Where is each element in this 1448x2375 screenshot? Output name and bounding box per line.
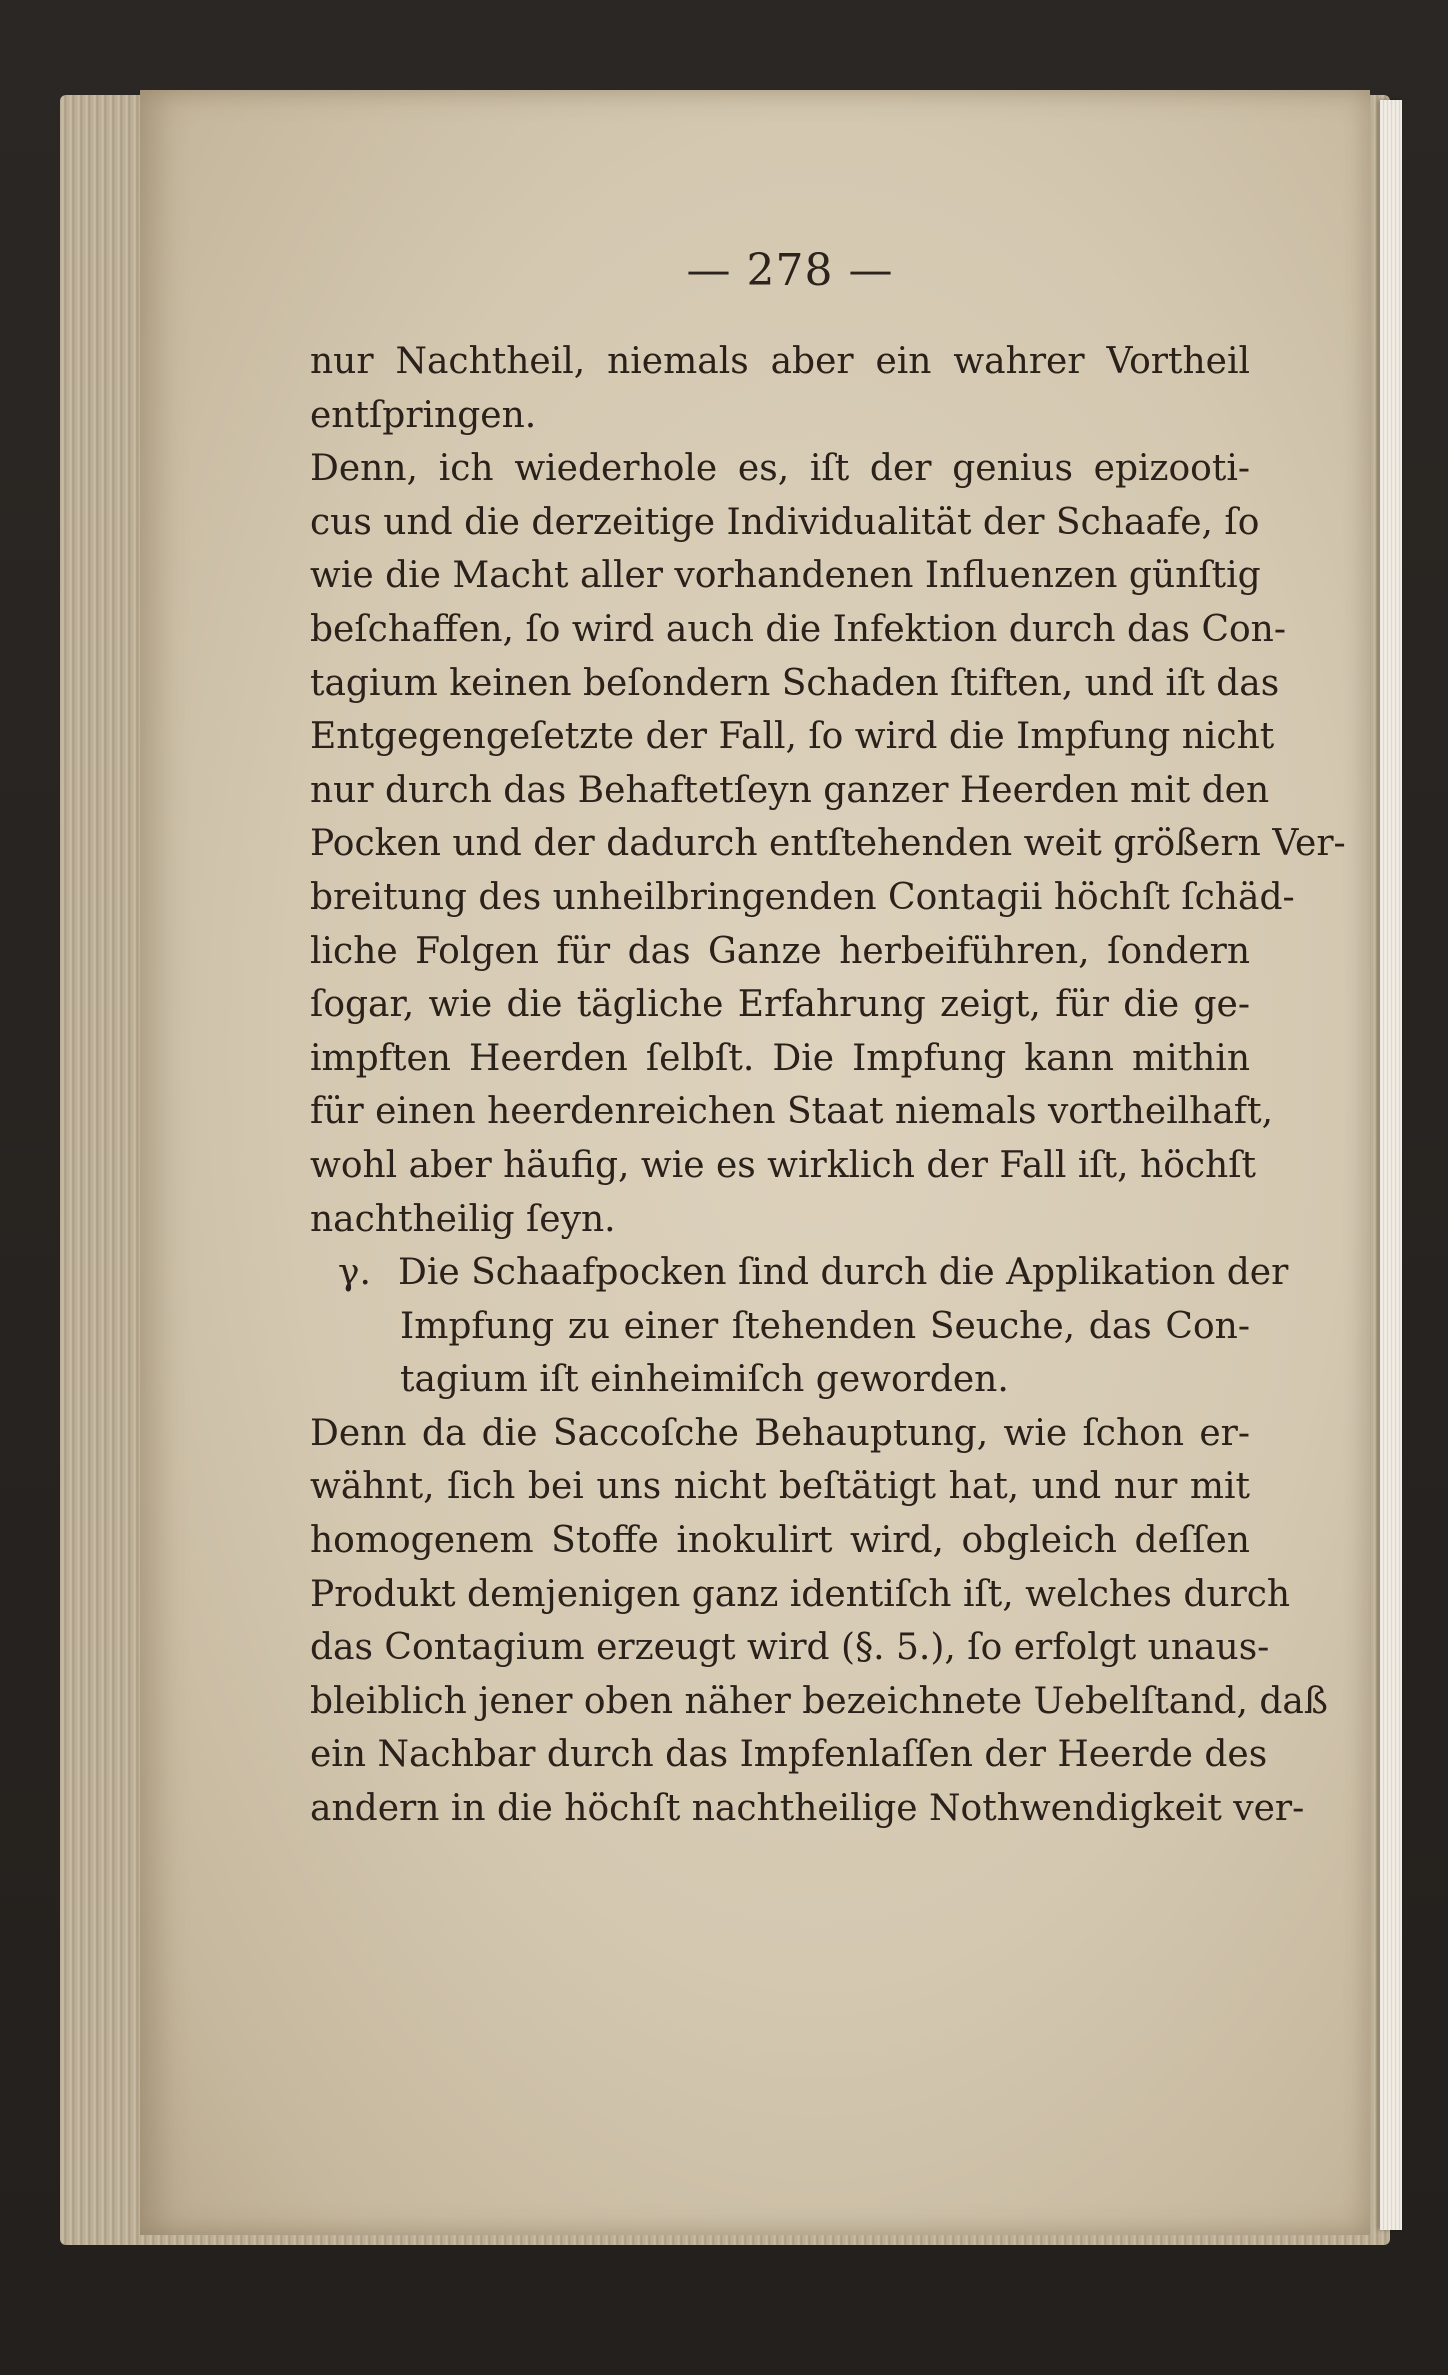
text-line: cus und die derzeitige Individualität der Schaafe, ſo [310, 501, 1260, 543]
text-line: Denn da die Saccoſche Behauptung, wie ſchon er- [310, 1412, 1250, 1454]
item-line [310, 1246, 1289, 1300]
text-line: homogenem Stoffe inokulirt wird, obgleich deſſen [310, 1520, 1250, 1562]
body-text [310, 335, 1346, 1836]
text-line: Produkt demjenigen ganz identiſch iſt, welches durch [310, 1573, 1291, 1615]
text-line: wie die Macht aller vorhandenen Influenzen günſtig [310, 555, 1261, 597]
text-line: das Contagium erzeugt wird (§. 5.), ſo erfolgt unaus- [310, 1627, 1270, 1669]
item-marker: γ. [338, 1252, 371, 1294]
text-line: beſchaffen, ſo wird auch die Infektion durch das Con- [310, 608, 1287, 650]
text-line: Pocken und der dadurch entſtehenden weit größern Ver- [310, 823, 1346, 865]
text-line: ein Nachbar durch das Impfenlaſſen der Heerde des [310, 1734, 1268, 1776]
text-line: tagium keinen beſondern Schaden ſtiften, und iſt das [310, 662, 1280, 704]
text-line: nachtheilig ſeyn. [310, 1198, 616, 1240]
text-line: bleiblich jener oben näher bezeichnete Uebelſtand, daß [310, 1680, 1328, 1722]
item-text: Die Schaafpocken ſind durch die Applikation der [398, 1252, 1289, 1294]
text-line: andern in die höchſt nachtheilige Nothwendigkeit ver- [310, 1788, 1305, 1830]
text-line: Entgegengeſetzte der Fall, ſo wird die Impfung nicht [310, 716, 1275, 758]
text-line: wohl aber häufig, wie es wirklich der Fall iſt, höchſt [310, 1144, 1257, 1186]
text-line: entſpringen. [310, 394, 537, 436]
text-line: Denn, ich wiederhole es, iſt der genius epizooti- [310, 448, 1250, 490]
text-line: impften Heerden ſelbſt. Die Impfung kann mithin [310, 1037, 1250, 1079]
page-edge [1380, 100, 1402, 2230]
item-line: tagium iſt einheimiſch geworden. [400, 1359, 1009, 1401]
text-line: wähnt, ſich bei uns nicht beſtätigt hat, und nur mit [310, 1466, 1250, 1508]
text-line: ſogar, wie die tägliche Erfahrung zeigt, für die ge- [310, 984, 1250, 1026]
text-line: nur Nachtheil, niemals aber ein wahrer Vortheil [310, 341, 1250, 382]
item-line: Impfung zu einer ſtehenden Seuche, das Con- [400, 1305, 1250, 1347]
text-line: liche Folgen für das Ganze herbeiführen, ſondern [310, 930, 1250, 972]
text-line: nur durch das Behaftetſeyn ganzer Heerden mit den [310, 769, 1270, 811]
page-number: — 278 — [686, 245, 894, 296]
text-line: für einen heerdenreichen Staat niemals vortheilhaft, [310, 1091, 1274, 1133]
text-line: breitung des unheilbringenden Contagii höchſt ſchäd- [310, 876, 1295, 918]
